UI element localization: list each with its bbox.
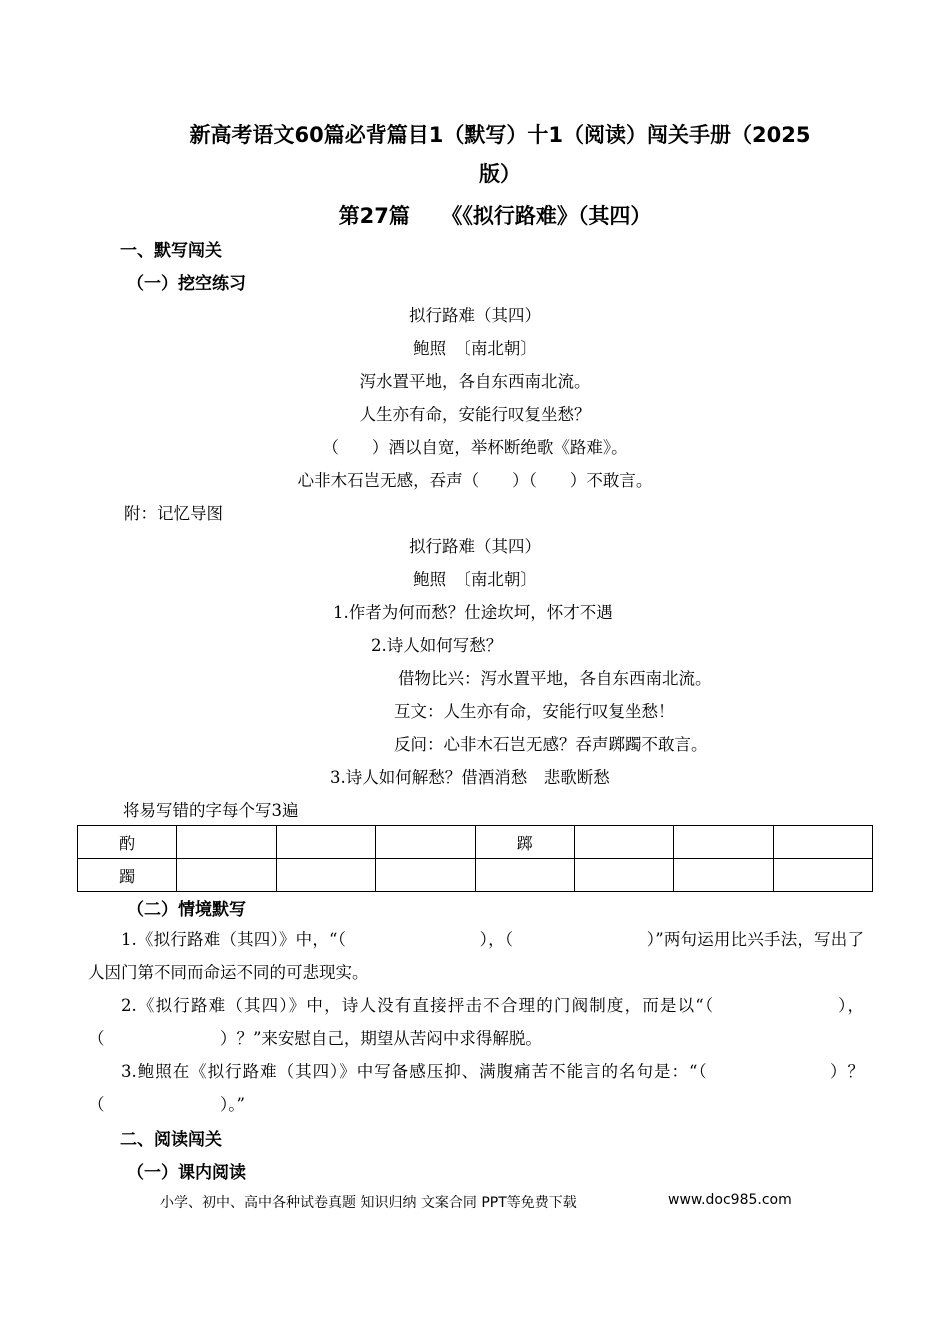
map-answer-2-1: 借物比兴：泻水置平地，各自东西南北流。 xyxy=(398,669,712,688)
map-title: 拟行路难（其四） xyxy=(409,537,541,556)
section1-heading: 一、默写闯关 xyxy=(120,241,222,261)
practice-table xyxy=(77,825,873,892)
footer-link[interactable]: www.doc985.com xyxy=(668,1192,792,1208)
table-row xyxy=(78,826,873,859)
table-cell xyxy=(376,859,475,892)
poem-author: 鲍照 〔南北朝〕 xyxy=(413,339,537,358)
scenario-item-1: 1.《拟行路难（其四）》中，“（ ），（ ）”两句运用比兴手法，写出了人因门第不同而命运不同的可悲现实。 xyxy=(88,930,864,982)
doc-title-line1: 新高考语文60篇必背篇目1（默写）十1（阅读）闯关手册（2025 xyxy=(189,123,811,147)
table-cell xyxy=(574,826,673,859)
table-cell xyxy=(276,826,375,859)
scenario-item-2: 2.《拟行路难（其四）》中，诗人没有直接抨击不合理的门阀制度，而是以“（ ），（ ）？”来安慰自己，期望从苦闷中求得解脱。 xyxy=(88,996,864,1048)
poem-line-2: 人生亦有命，安能行叹复坐愁？ xyxy=(359,405,591,424)
map-author: 鲍照 〔南北朝〕 xyxy=(413,570,537,589)
table-cell xyxy=(475,859,574,892)
table-cell xyxy=(276,859,375,892)
map-answer-2-3: 反问：心非木石岂无感？吞声踯躅不敢言。 xyxy=(394,735,708,754)
table-cell xyxy=(773,826,872,859)
section2-sub1: （一）课内阅读 xyxy=(127,1163,246,1183)
footer-text: 小学、初中、高中各种试卷真题 知识归纳 文案合同 PPT等免费下载 xyxy=(160,1195,577,1211)
section2-heading: 二、阅读闯关 xyxy=(120,1130,222,1150)
poem-line-4: 心非木石岂无感，吞声（ ）（ ）不敢言。 xyxy=(297,471,653,490)
table-cell xyxy=(674,826,773,859)
poem-title: 拟行路难（其四） xyxy=(409,306,541,325)
scenario-item-3: 3.鲍照在《拟行路难（其四）》中写备感压抑、满腹痛苦不能言的名句是：“（ ）？（ ）。” xyxy=(88,1062,864,1114)
practice-label: 将易写错的字每个写3遍 xyxy=(123,801,299,820)
table-cell xyxy=(177,859,276,892)
table-cell: 酌 xyxy=(78,826,177,859)
map-question-2: 2.诗人如何写愁？ xyxy=(371,636,503,655)
map-answer-2-2: 互文：人生亦有命，安能行叹复坐愁！ xyxy=(394,702,675,721)
section1-sub1: （一）挖空练习 xyxy=(127,274,246,294)
map-question-1: 1.作者为何而愁？仕途坎坷，怀才不遇 xyxy=(333,603,613,622)
map-question-3: 3.诗人如何解愁？借酒消愁 悲歌断愁 xyxy=(330,768,610,787)
table-cell xyxy=(177,826,276,859)
table-cell: 踯 xyxy=(475,826,574,859)
poem-line-3: （ ）酒以自宽，举杯断绝歌《路难》。 xyxy=(322,438,628,457)
table-cell xyxy=(376,826,475,859)
table-cell xyxy=(574,859,673,892)
doc-subtitle: 第27篇 《《拟行路难》（其四） xyxy=(338,204,652,228)
table-row xyxy=(78,859,873,892)
section1-sub2: （二）情境默写 xyxy=(127,900,246,920)
poem-line-1: 泻水置平地，各自东西南北流。 xyxy=(359,372,591,391)
table-cell: 躅 xyxy=(78,859,177,892)
table-cell xyxy=(773,859,872,892)
table-cell xyxy=(674,859,773,892)
appendix-label: 附：记忆导图 xyxy=(124,504,223,523)
doc-title-line2: 版） xyxy=(479,162,521,186)
